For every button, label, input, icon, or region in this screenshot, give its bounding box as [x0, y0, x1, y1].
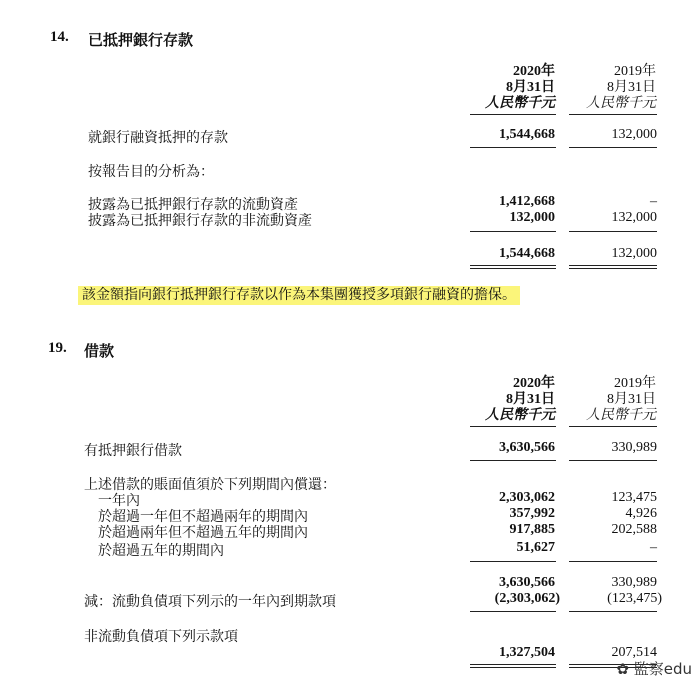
repay-row-2019: 202,588 [611, 522, 657, 537]
less-current-2019: (123,475) [607, 591, 662, 606]
col-header-2019-b: 2019年 8月31日 人民幣千元 [586, 376, 656, 423]
noncurrent-assets-2019: 132,000 [611, 210, 657, 225]
less-current-2020: (2,303,062) [494, 591, 560, 606]
repay-row-label: 於超過兩年但不超過五年的期間內 [98, 526, 308, 541]
col-header-2020-b: 2020年 8月31日 人民幣千元 [485, 376, 555, 423]
repay-row-2020: 917,885 [509, 522, 555, 537]
watermark: ✿ 監察edu [616, 660, 692, 678]
noncurrent-assets-label: 披露為已抵押銀行存款的非流動資產 [88, 214, 312, 229]
repay-row-2019: – [650, 540, 657, 555]
current-assets-2020: 1,412,668 [499, 194, 555, 209]
secured-borrowings-2019: 330,989 [611, 440, 657, 455]
col-header-2019: 2019年 8月31日 人民幣千元 [586, 64, 656, 111]
repay-row-2019: 123,475 [611, 490, 657, 505]
secured-borrowings-label: 有抵押銀行借款 [84, 444, 182, 459]
repay-row-label: 於超過一年但不超過兩年的期間內 [98, 510, 308, 525]
final-2019: 207,514 [611, 645, 657, 660]
total-2019: 132,000 [611, 246, 657, 261]
subtotal-2019: 330,989 [611, 575, 657, 590]
pledged-deposits-label: 就銀行融資抵押的存款 [88, 131, 228, 146]
secured-borrowings-2020: 3,630,566 [499, 440, 555, 455]
highlighted-note [78, 284, 520, 304]
analysis-label: 按報告目的分析為： [88, 165, 214, 180]
repay-row-2019: 4,926 [625, 506, 657, 521]
noncurrent-assets-2020: 132,000 [509, 210, 555, 225]
col-header-2020: 2020年 8月31日 人民幣千元 [485, 64, 555, 111]
pledged-deposits-2019: 132,000 [611, 127, 657, 142]
section-14-title: 已抵押銀行存款 [88, 33, 194, 49]
final-2020: 1,327,504 [499, 645, 555, 660]
repay-row-2020: 51,627 [516, 540, 555, 555]
pledged-deposits-2020: 1,544,668 [499, 127, 555, 142]
section-14-number: 14. [50, 29, 69, 45]
noncurrent-liabilities-label: 非流動負債項下列示款項 [84, 630, 238, 645]
section-19-number: 19. [48, 340, 67, 356]
section-19-title: 借款 [84, 344, 115, 360]
current-assets-2019: – [650, 194, 657, 209]
repay-row-label: 於超過五年的期間內 [98, 544, 224, 559]
current-assets-label: 披露為已抵押銀行存款的流動資產 [88, 198, 298, 213]
note-text: 該金額指向銀行抵押銀行存款以作為本集團獲授多項銀行融資的擔保。 [78, 286, 520, 305]
repay-row-2020: 357,992 [509, 506, 555, 521]
total-2020: 1,544,668 [499, 246, 555, 261]
repayable-label: 上述借款的賬面值須於下列期間內償還： [84, 478, 336, 493]
less-current-label: 減：流動負債項下列示的一年內到期款項 [84, 595, 336, 610]
subtotal-2020: 3,630,566 [499, 575, 555, 590]
repay-row-2020: 2,303,062 [499, 490, 555, 505]
repay-row-label: 一年內 [98, 494, 140, 509]
